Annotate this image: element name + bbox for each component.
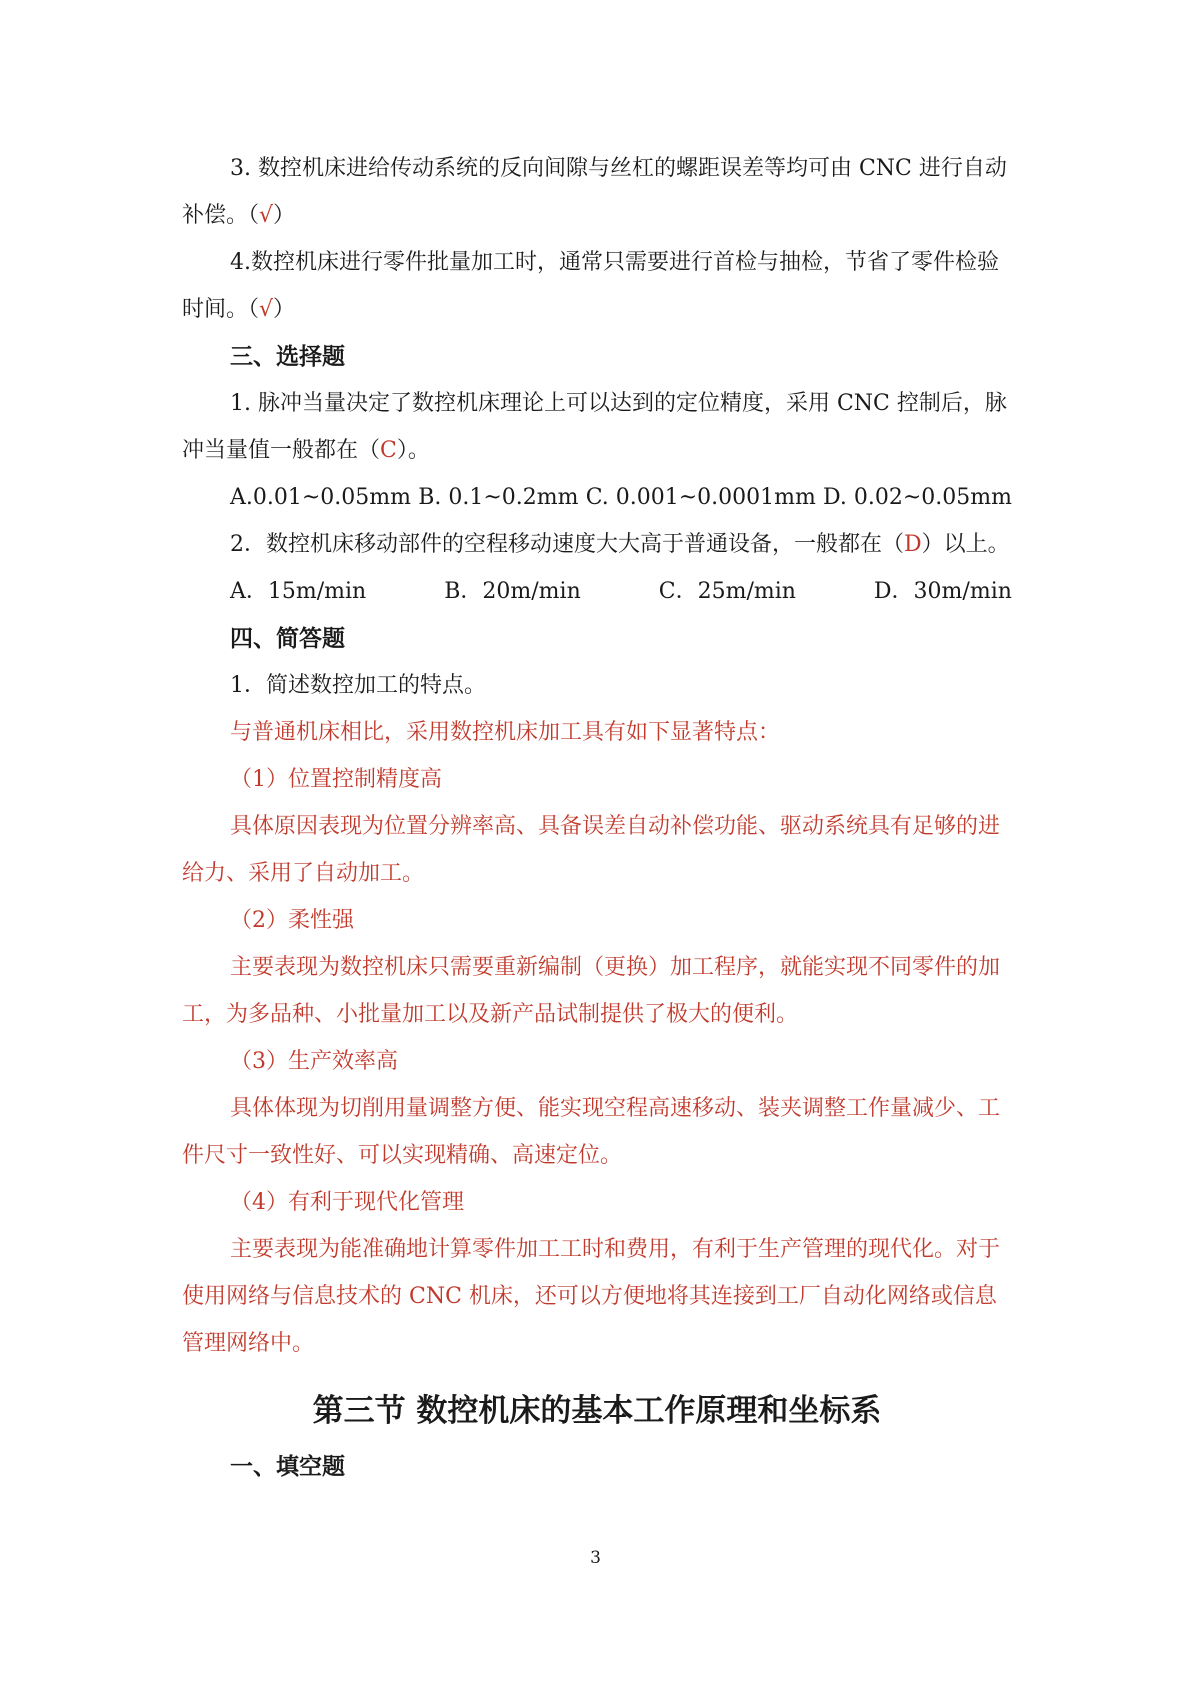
- question-text: 4.数控机床进行零件批量加工时，通常只需要进行首检与抽检，节省了零件检验时间。（: [182, 250, 999, 322]
- answer-point-2-title: （2）柔性强: [230, 908, 354, 933]
- option-c: C. 0.001~0.0001mm: [585, 485, 816, 510]
- answer-point-4-title: （4）有利于现代化管理: [230, 1190, 464, 1215]
- question-close: ）: [273, 297, 296, 322]
- page-number: 3: [590, 1548, 601, 1568]
- question-text: 2．数控机床移动部件的空程移动速度大大高于普通设备，一般都在（: [230, 532, 904, 557]
- answer-mark: √: [259, 203, 274, 228]
- option-a: A．15m/min: [230, 579, 367, 604]
- page-content: [182, 145, 1012, 1490]
- short-answer-heading: 四、简答题: [230, 625, 345, 652]
- option-b: B．20m/min: [444, 579, 581, 604]
- question-close: ）。: [396, 438, 430, 463]
- answer-intro: 与普通机床相比，采用数控机床加工具有如下显著特点：: [230, 720, 781, 745]
- answer-letter: D: [904, 532, 922, 557]
- answer-letter: C: [380, 438, 397, 463]
- answer-mark: √: [259, 297, 274, 322]
- question-close: ）: [273, 203, 296, 228]
- answer-point-1-text: 具体原因表现为位置分辨率高、具备误差自动补偿功能、驱动系统具有足够的进给力、采用了自动加工。: [182, 814, 1001, 886]
- option-c: C．25m/min: [658, 579, 796, 604]
- answer-point-3-title: （3）生产效率高: [230, 1049, 398, 1074]
- question-close: ）以上。: [921, 532, 1010, 557]
- choice-2-options: [182, 568, 1012, 615]
- option-b: B. 0.1~0.2mm: [418, 485, 579, 510]
- short-question-1: 1．简述数控加工的特点。: [230, 673, 486, 698]
- choice-heading: 三、选择题: [230, 343, 345, 370]
- answer-point-3-text: 具体体现为切削用量调整方便、能实现空程高速移动、装夹调整工作量减少、工件尺寸一致性好、可以实现精确、高速定位。: [182, 1096, 1001, 1168]
- judge-question-4: [182, 239, 1012, 333]
- question-text: 3. 数控机床进给传动系统的反向间隙与丝杠的螺距误差等均可由 CNC 进行自动补偿。（: [182, 156, 1007, 228]
- choice-question-1: [182, 380, 1012, 474]
- answer-point-2-text: 主要表现为数控机床只需要重新编制（更换）加工程序，就能实现不同零件的加工，为多品种、小批量加工以及新产品试制提供了极大的便利。: [182, 955, 1001, 1027]
- answer-point-4-text: 主要表现为能准确地计算零件加工工时和费用，有利于生产管理的现代化。对于使用网络与信息技术的 CNC 机床，还可以方便地将其连接到工厂自动化网络或信息管理网络中。: [182, 1237, 1001, 1356]
- choice-question-2: [182, 521, 1012, 568]
- answer-point-1-title: （1）位置控制精度高: [230, 767, 442, 792]
- option-a: A.0.01~0.05mm: [230, 485, 412, 510]
- judge-question-3: [182, 145, 1012, 239]
- section-title: 第三节 数控机床的基本工作原理和坐标系: [312, 1393, 882, 1429]
- option-d: D. 0.02~0.05mm: [823, 485, 1012, 510]
- question-text: 1. 脉冲当量决定了数控机床理论上可以达到的定位精度，采用 CNC 控制后，脉冲当量值一般都在（: [182, 391, 1007, 463]
- choice-1-options: [182, 474, 1012, 521]
- option-d: D．30m/min: [873, 579, 1012, 604]
- fill-blank-heading: 一、填空题: [230, 1453, 345, 1480]
